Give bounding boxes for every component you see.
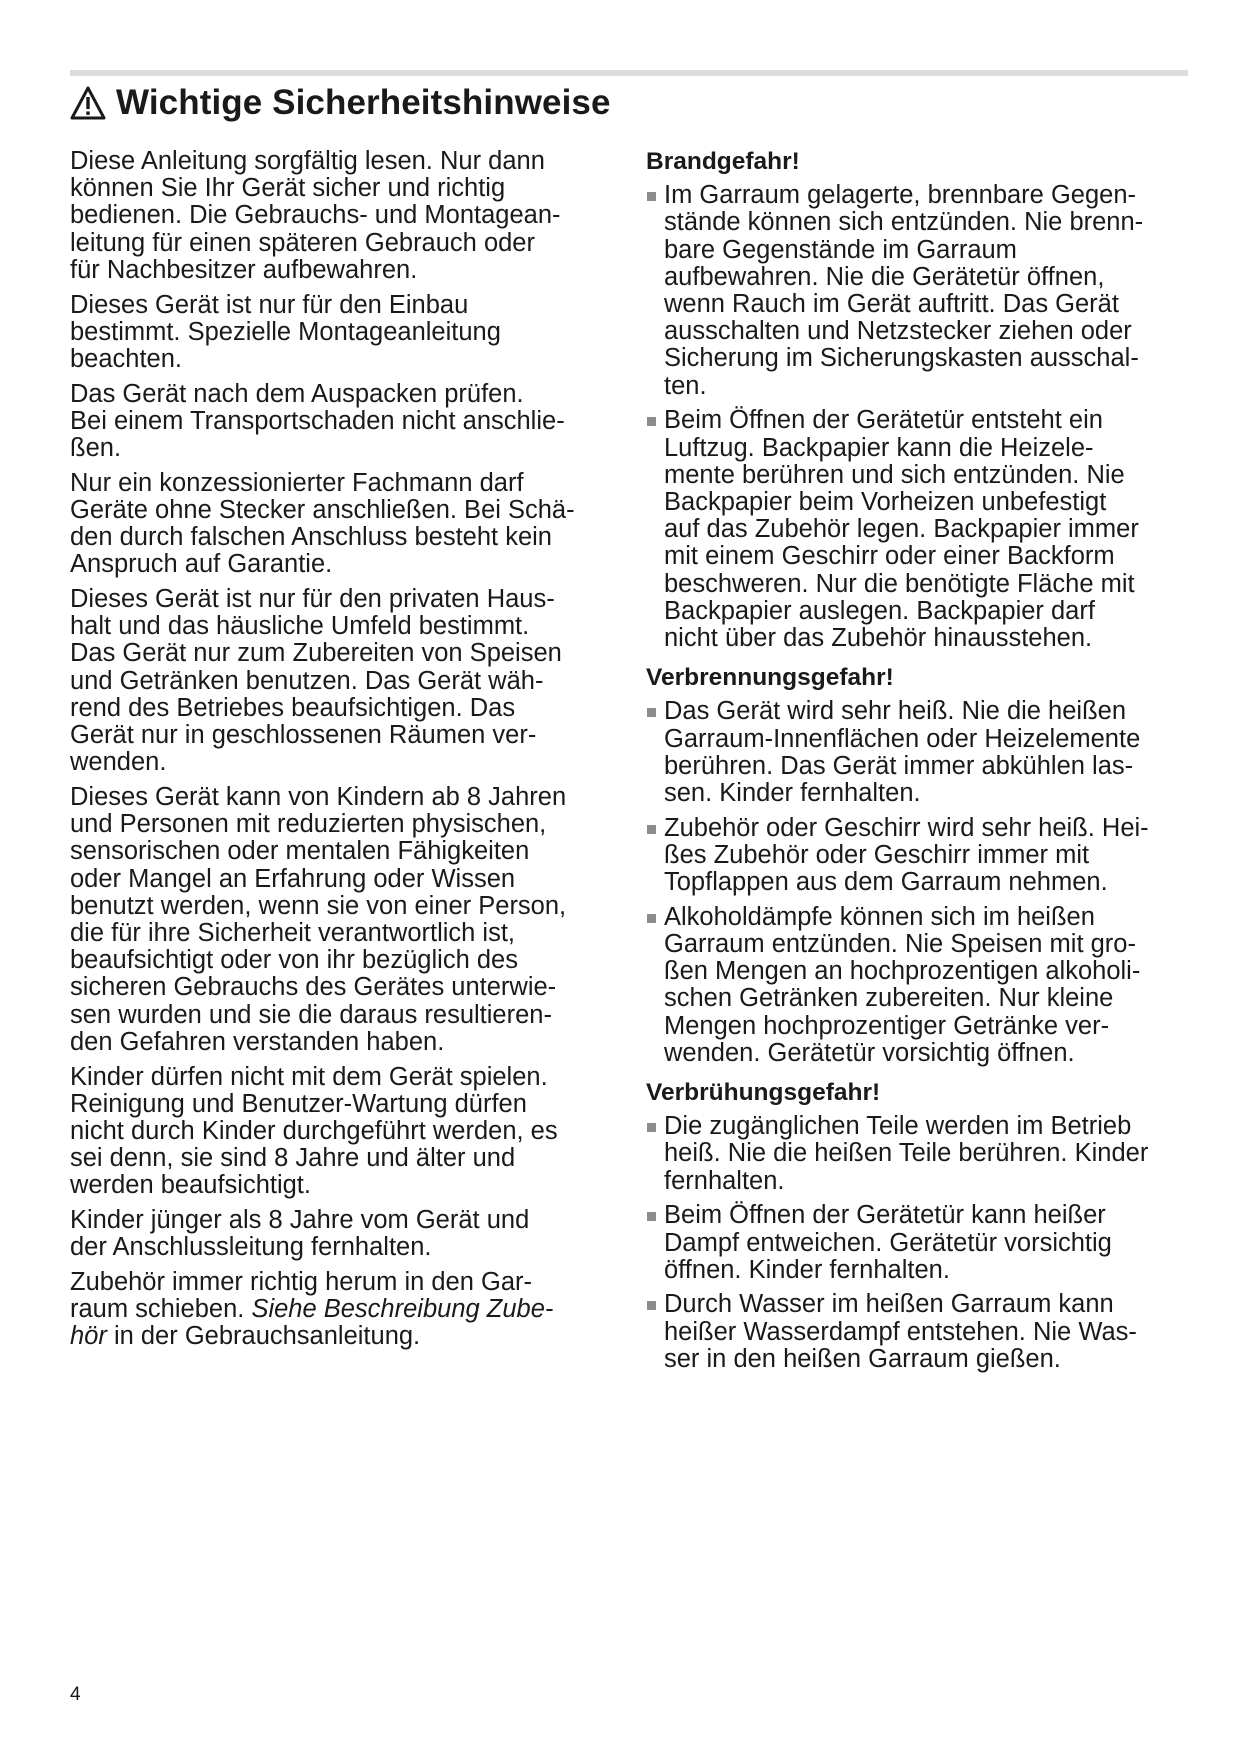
square-bullet-icon (647, 1123, 656, 1132)
list-item (646, 698, 1192, 807)
list-item-text: Beim Öffnen der Gerätetür kann heißer Dampf entweichen. Gerätetür vorsichtig öffnen. Kinder fernhalten. (664, 1201, 1112, 1284)
section-scald-hazard (646, 1079, 1192, 1373)
right-column (646, 148, 1192, 1385)
list-item (646, 1202, 1192, 1284)
section-heading: Brandgefahr! (646, 148, 800, 175)
square-bullet-icon (647, 192, 656, 201)
paragraph: Diese Anleitung sorgfältig lesen. Nur dann können Sie Ihr Gerät sicher und richtig bedienen. Die Gebrauchs- und Montagean- leitung für einen späteren Gebrauch oder für Nachbesitzer aufbewahren. (70, 147, 561, 284)
list-item-text: Das Gerät wird sehr heiß. Nie die heißen Garraum-Innenflächen oder Heizelemente berühren. Das Gerät immer abkühlen las- sen. Kinder fernhalten. (664, 697, 1141, 807)
paragraph-accessory-reference (70, 1269, 620, 1351)
text-segment: in der Gebrauchsanleitung. (106, 1322, 421, 1351)
square-bullet-icon (647, 1301, 656, 1310)
section-burn-hazard (646, 664, 1192, 1067)
paragraph: Das Gerät nach dem Auspacken prüfen. Bei einem Transportschaden nicht anschlie- ßen. (70, 379, 565, 463)
section-heading: Verbrennungsgefahr! (646, 664, 894, 692)
list-item-text: Durch Wasser im heißen Garraum kann heißer Wasserdampf entstehen. Nie Was- ser in den heißen Garraum gießen. (664, 1290, 1137, 1373)
list-item-text: Die zugänglichen Teile werden im Betrieb heiß. Nie die heißen Teile berühren. Kinder fernhalten. (664, 1112, 1149, 1195)
square-bullet-icon (647, 1212, 656, 1221)
paragraph: Kinder dürfen nicht mit dem Gerät spielen. Reinigung und Benutzer-Wartung dürfen nicht durch Kinder durchgeführt werden, es sei denn, sie sind 8 Jahre und älter und werden beaufsichtigt. (70, 1062, 558, 1200)
paragraph: Dieses Gerät ist nur für den privaten Haus- halt und das häusliche Umfeld bestimmt. Das Gerät nur zum Zubereiten von Speisen und Getränken benutzen. Das Gerät wäh- rend des Betriebes beaufsichtigen. Das Gerät nur in geschlossenen Räumen ver- wenden. (70, 585, 562, 777)
list-item (646, 182, 1192, 400)
paragraph: Kinder jünger als 8 Jahre vom Gerät und der Anschlussleitung fernhalten. (70, 1206, 530, 1262)
list-item (646, 1113, 1192, 1195)
list-item-text: Im Garraum gelagerte, brennbare Gegen- stände können sich entzünden. Nie brenn- bare Gegenstände im Garraum aufbewahren. Nie die Gerätetür öffnen, wenn Rauch im Gerät auftritt. Das Gerät ausschalten und Netzstecker ziehen oder Sicherung im Sicherungskasten ausschal- ten. (664, 181, 1144, 400)
warning-triangle-icon (70, 86, 106, 120)
list-item (646, 407, 1192, 652)
list-item-text: Zubehör oder Geschirr wird sehr heiß. Hei- ßes Zubehör oder Geschirr immer mit Topflappen aus dem Garraum nehmen. (664, 813, 1149, 897)
square-bullet-icon (647, 417, 656, 426)
list-item (646, 815, 1192, 897)
paragraph: Nur ein konzessionierter Fachmann darf Geräte ohne Stecker anschließen. Bei Schä- den durch falschen Anschluss besteht kein Anspruch auf Garantie. (70, 468, 575, 579)
cross-reference: Siehe Beschreibung Zube- hör (70, 1295, 554, 1351)
list-item-text: Beim Öffnen der Gerätetür entsteht ein Luftzug. Backpapier kann die Heizele- mente berühren und sich entzünden. Nie Backpapier beim Vorheizen unbefestigt auf das Zubehör legen. Backpapier immer mit einem Geschirr oder einer Backform beschweren. Nur die benötigte Fläche mit Backpapier auslegen. Backpapier darf nicht über das Zubehör hinausstehen. (664, 406, 1139, 652)
list-item-text: Alkoholdämpfe können sich im heißen Garraum entzünden. Nie Speisen mit gro- ßen Mengen an hochprozentigen alkoholi- schen Getränken zubereiten. Nur kleine Mengen hochprozentiger Getränke ver- wenden. Gerätetür vorsichtig öffnen. (664, 902, 1141, 1067)
section-heading: Verbrühungsgefahr! (646, 1079, 881, 1106)
square-bullet-icon (647, 708, 656, 717)
list-item (646, 1291, 1192, 1373)
text-segment: Zubehör immer richtig herum in den Gar- raum schieben. (70, 1267, 533, 1324)
page-number: 4 (70, 1684, 81, 1705)
list-item (646, 904, 1192, 1067)
page-title-text: Wichtige Sicherheitshinweise (116, 83, 611, 122)
page-title (70, 78, 611, 128)
section-fire-hazard (646, 148, 1192, 652)
square-bullet-icon (647, 914, 656, 923)
header-rule (70, 70, 1188, 76)
left-column (70, 148, 620, 1358)
paragraph: Dieses Gerät ist nur für den Einbau bestimmt. Spezielle Montageanleitung beachten. (70, 290, 501, 373)
paragraph: Dieses Gerät kann von Kindern ab 8 Jahren und Personen mit reduzierten physischen, sensorischen oder mentalen Fähigkeiten oder Mangel an Erfahrung oder Wissen benutzt werden, wenn sie von einer Person, die für ihre Sicherheit verantwortlich ist, beaufsichtigt oder von ihr bezüglich des sicheren Gebrauchs des Gerätes unterwie- sen wurden und sie die daraus resultieren- den Gefahren verstanden haben. (70, 782, 567, 1056)
square-bullet-icon (647, 825, 656, 834)
